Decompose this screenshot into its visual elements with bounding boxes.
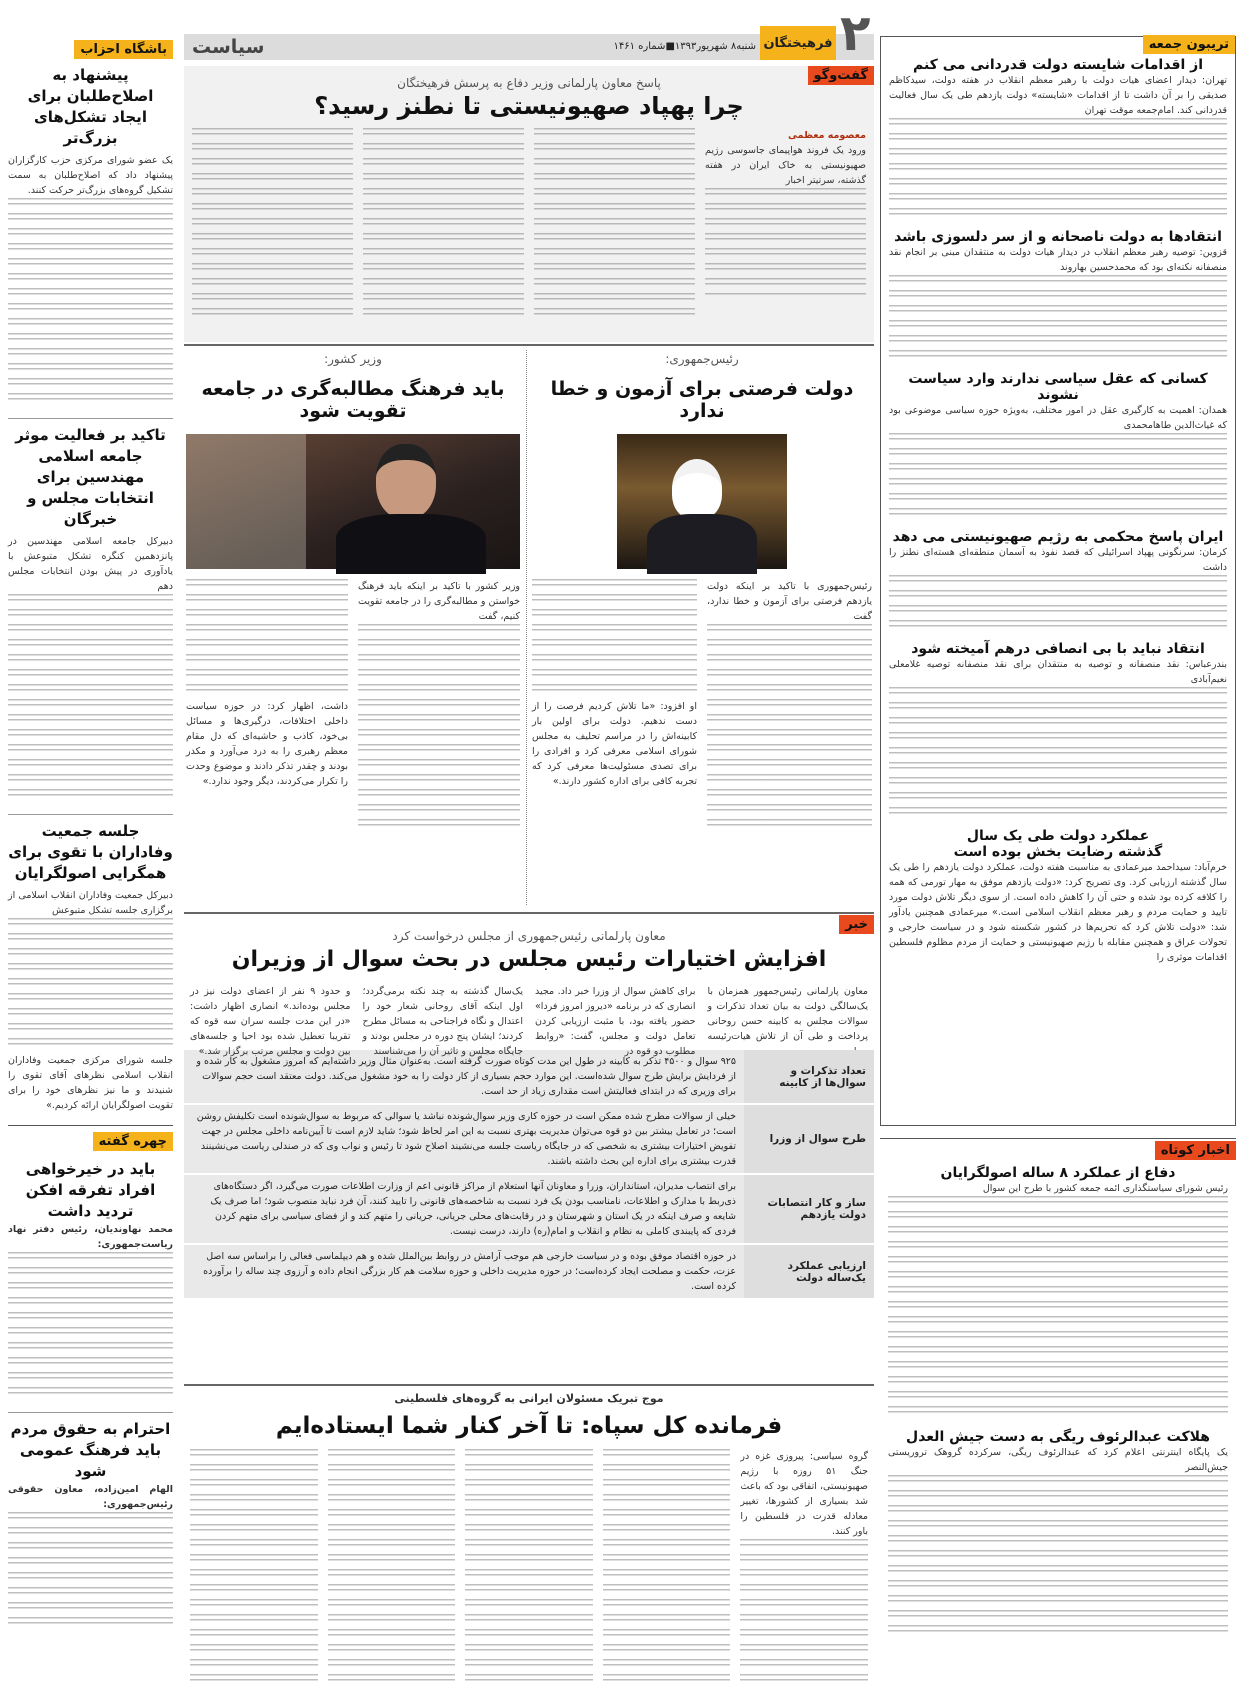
headline: از اقدامات شایسته دولت قدردانی می کنم	[912, 57, 1204, 73]
article-text: یک پایگاه اینترنتی اعلام کرد که عبدالرئوف ریگی، سرکرده گروهک تروریستی جیش‌النصر	[888, 1447, 1228, 1473]
kicker: موج تبریک مسئولان ایرانی به گروه‌های فلسطینی	[394, 1392, 664, 1405]
row-text: برای انتصاب مدیران، استانداران، وزرا و معاونان آنها استعلام از مراکز قانونی اعم از وزارت اطلاعات صورت می‌گیرد، اگر دستگاه‌های ذی‌ربط با مدارک و اطلاعات، نامناسب بودن یک فرد نسبت به شاخصه‌های قانونی را تایید کنند، آن فرد نباید منصوب شود؛ اما صرف یک شایعه و صرف اینکه در یک استان و شهرستان و در رقابت‌های محلی جریانی، جریانی را متهم کند و از فضای سیاسی برای متهم کردن فردی که پایبندی کاملی به نظام و انقلاب و امام(ره) دارند، درست نیست.	[210, 1181, 736, 1237]
divider	[184, 344, 874, 346]
text-block	[889, 433, 1227, 523]
article-irgc	[184, 1388, 874, 1698]
text-block	[8, 918, 173, 1053]
article-text: همدان: اهمیت به کارگیری عقل در امور مختلف، به‌ویژه حوزه سیاسی موضوعی بود که غیاث‌الدین طاهامحمدی	[889, 405, 1227, 431]
text-block	[186, 579, 348, 699]
text-block	[465, 1449, 593, 1689]
row-label: ارزیابی عملکرد یک‌ساله دولت	[744, 1245, 874, 1298]
article-interior-minister	[186, 352, 520, 907]
kicker: معاون پارلمانی رئیس‌جمهوری از مجلس درخواست کرد	[392, 929, 666, 943]
article-president	[532, 352, 872, 907]
text-block	[707, 624, 872, 834]
president-photo	[617, 434, 787, 569]
newspaper-logo: فرهیختگان	[760, 26, 836, 60]
short-news	[880, 1138, 1236, 1693]
kicker: وزیر کشور:	[324, 352, 382, 366]
summary-table	[184, 1050, 874, 1300]
section-tag-news: خبر	[839, 915, 874, 934]
headline: هلاکت عبدالرئوف ریگی به دست جیش العدل	[906, 1429, 1210, 1445]
text-block	[603, 1449, 731, 1689]
speaker: محمد نهاوندیان، رئیس دفتر نهاد ریاست‌جمهوری:	[8, 1224, 173, 1250]
left-column	[8, 38, 173, 1688]
text-block	[192, 128, 353, 320]
article-text: یک‌سال گذشته به چند نکته برمی‌گردد؛ اول اینکه آقای روحانی شعار خود را اعتدال و نگاه فراجناحی به مسائل مطرح کردند؛ ایشان پنج دوره در مجلس بودند و جایگاه مجلس و تاثیر آن را می‌شناسند	[362, 986, 523, 1057]
text-block	[363, 128, 524, 320]
section-tag-parties: باشگاه احزاب	[74, 40, 173, 59]
article-text: دبیرکل جامعه اسلامی مهندسین در پانزدهمین کنگره تشکل متبوعش با یادآوری در پیش بودن انتخابات مجلس دهم	[8, 536, 173, 592]
headline: دولت فرصتی برای آزمون و خطا ندارد	[550, 378, 854, 422]
table-row	[184, 1050, 874, 1105]
author: معصومه معظمی	[788, 130, 866, 141]
section-tag-quotes: چهره گفته	[93, 1132, 173, 1151]
headline: پیشنهاد به اصلاح‌طلبان برای ایجاد تشکل‌های بزرگ‌تر	[27, 66, 154, 147]
headline: انتقاد نباید با بی انصافی درهم آمیخته شود	[911, 641, 1205, 657]
headline: باید فرهنگ مطالبه‌گری در جامعه تقویت شود	[201, 378, 505, 422]
text-block	[190, 1449, 318, 1689]
text-block	[889, 687, 1227, 822]
text-block	[888, 1196, 1228, 1421]
issue-date: شنبه۸ شهریور۱۳۹۳■شماره ۱۴۶۱	[613, 41, 756, 52]
headline: عملکرد دولت طی یک سال گذشته رضایت بخش بوده است	[953, 828, 1163, 860]
row-label: تعداد تذکرات و سوال‌ها از کابینه	[744, 1050, 874, 1103]
article-text: معاون پارلمانی رئیس‌جمهور همزمان با یک‌سالگی دولت به بیان تعداد تذکرات و سوالات مجلس به کابینه حسن روحانی پرداخت و طی آن از تلاش هیات‌رئیسه	[707, 986, 868, 1042]
text-block	[8, 594, 173, 804]
section-name: سیاست	[192, 36, 265, 58]
row-label: ساز و کار انتصابات دولت یازدهم	[744, 1175, 874, 1243]
article-text: داشت، اظهار کرد: در حوزه سیاست داخلی اختلافات، درگیری‌ها و مسائل بی‌خود، کاذب و حاشیه‌ای که دل مقام معظم رهبری را به درد می‌آورد و مکدر بودند و چقدر تذکر دادند و موضوع وحدت را تکرار می‌کردند، دیگر وجود ندارد.»	[186, 701, 348, 787]
speaker: الهام امین‌زاده، معاون حقوقی رئیس‌جمهوری:	[8, 1484, 173, 1510]
article-text: برای کاهش سوال از وزرا خبر داد. مجید انصاری که در برنامه «دیروز امروز فردا» حضور یافته بود، با مثبت ارزیابی کردن تعامل دولت و مجلس، گفت: «روابط مطلوب دو قوه در	[535, 986, 696, 1057]
minister-photo	[186, 434, 520, 569]
headline: فرمانده کل سپاه: تا آخر کنار شما ایستاده‌ایم	[275, 1413, 783, 1439]
headline: احترام به حقوق مردم باید فرهنگ عمومی شود	[8, 1412, 173, 1482]
text-block	[358, 624, 520, 834]
headline: چرا پهپاد صهیونیستی تا نطنز رسید؟	[314, 92, 744, 120]
section-tag-short-news: اخبار کوتاه	[1155, 1141, 1236, 1160]
news-section	[184, 915, 874, 1300]
table-row	[184, 1175, 874, 1245]
text-block	[8, 1512, 173, 1632]
article-text: خرم‌آباد: سیداحمد میرعمادی به مناسبت هفته دولت، عملکرد دولت یازدهم را طی یک سال گذشته ارزیابی کرد. وی تصریح کرد: «دولت یازدهم موفق به مهار تورمی که همه را کلافه کرده بود شده و حتی آن را کاهش داده است. از سوی دیگر تلاش دولت مورد تایید و حمایت مردم و رهبر معظم انقلاب اسلامی است.» میرعمادی همچنین یادآور شد: «دولت تلاش کرد که تحریم‌ها در کشور شکسته شود و در سیاست خارجی و تحولات عراق و همچنین مقابله با رژیم صهیونیستی و حمایت از مردم مظلوم فلسطین اقدامات موثری را	[889, 862, 1227, 963]
headline: افزایش اختیارات رئیس مجلس در بحث سوال از وزیران	[231, 947, 827, 972]
page-number: ۲	[840, 4, 871, 62]
section-tag-interview: گفت‌وگو	[808, 66, 874, 85]
article-text: و حدود ۹ نفر از اعضای دولت نیز در مجلس بوده‌اند.» انصاری اظهار داشت: «در این مدت جلسه سران سه قوه که تقریبا تعطیل شده بود احیا و جلسه‌های بین دولت و مجلس مرتب برگزار شد.»	[190, 986, 351, 1057]
divider	[184, 912, 874, 914]
text-block	[8, 1252, 173, 1402]
divider	[184, 1384, 874, 1386]
headline: باید در خیرخواهی افراد تفرقه افکن تردید داشت	[25, 1160, 156, 1220]
headline: کسانی که عقل سیاسی ندارند وارد سیاست نشوند	[908, 371, 1208, 403]
headline: جلسه جمعیت وفاداران با تقوی برای همگرایی اصولگرایان	[8, 814, 173, 884]
text-block	[888, 1475, 1228, 1640]
kicker: رئیس‌جمهوری:	[665, 352, 739, 366]
article-text: بندرعباس: نقد منصفانه و توصیه به منتقدان برای نقد منصفانه توصیه غلامعلی نعیم‌آبادی	[889, 659, 1227, 685]
headline: انتقادها به دولت ناصحانه و از سر دلسوزی باشد	[894, 229, 1222, 245]
text-block	[705, 188, 866, 298]
text-block	[740, 1539, 868, 1689]
article-text: کرمان: سرنگونی پهپاد اسرائیلی که قصد نفوذ به آسمان منطقه‌ای هسته‌ای نطنز را داشت	[889, 547, 1227, 573]
divider	[526, 350, 527, 905]
row-text: در حوزه اقتصاد موفق بوده و در سیاست خارجی هم موجب آرامش در روابط بین‌الملل شده و هم دیپلماسی فعالی را براساس سه اصل عزت، حکمت و مصلحت ایجاد کرده‌است؛ در حوزه مدیریت داخلی و حوزه سلامت هم کار بزرگی انجام داده و آرزوی چند ساله را برآورده کرده است.	[203, 1251, 736, 1292]
table-row	[184, 1245, 874, 1300]
article-text: دبیرکل جمعیت وفاداران انقلاب اسلامی از برگزاری جلسه تشکل متبوعش	[8, 890, 173, 916]
article-text: جلسه شورای مرکزی جمعیت وفاداران انقلاب اسلامی نظرهای آقای تقوی را شنیدند و ما نیز نظرهای خود را برای تقویت اصولگرایان ارائه کردیم.»	[8, 1055, 173, 1111]
table-row	[184, 1105, 874, 1175]
text-block	[328, 1449, 456, 1689]
section-tag-tribune: تریبون جمعه	[1143, 35, 1235, 54]
article-text: تهران: دیدار اعضای هیات دولت با رهبر معظم انقلاب در هفته دولت، سیدکاظم صدیقی را بر آن داشت تا از اقدامات «شایسته» دولت یازدهم طی یک سال فعالیت قدردانی کند. امام‌جمعه موقت تهران	[889, 75, 1227, 116]
row-text: ۹۲۵ سوال و ۴۵۰۰ تذکر به کابینه در طول این مدت کوتاه صورت گرفته است. به‌عنوان مثال وزیر داشته‌ایم که امروز مشغول به کار شده و از فردایش برایش طرح سوال شده‌است. این موارد حجم بسیاری از کار دولت را به خود مشغول می‌کند. دولت معتقد است حجم سوالات برای وزیری که در ابتدای فعالیتش است مقداری زیاد از حد است.	[196, 1056, 736, 1097]
kicker: پاسخ معاون پارلمانی وزیر دفاع به پرسش فرهیختگان	[397, 76, 661, 90]
headline: ایران پاسخ محکمی به رژیم صهیونیستی می دهد	[892, 529, 1224, 545]
text-block	[889, 275, 1227, 365]
article-text: وزیر کشور با تاکید بر اینکه باید فرهنگ خواستن و مطالبه‌گری را در جامعه تقویت کنیم، گفت	[358, 581, 520, 622]
article-text: رئیس‌جمهوری با تاکید بر اینکه دولت یازدهم فرصتی برای آزمون و خطا ندارد، گفت	[707, 581, 872, 622]
article-text: رئیس شورای سیاستگذاری ائمه جمعه کشور با طرح این سوال	[982, 1183, 1228, 1194]
article-text: یک عضو شورای مرکزی حزب کارگزاران پیشنهاد داد که اصلاح‌طلبان به سمت تشکیل گروه‌های بزرگ‌تر حرکت کنند.	[8, 155, 173, 196]
headline: تاکید بر فعالیت موثر جامعه اسلامی مهندسین برای انتخابات مجلس و خبرگان	[8, 418, 173, 530]
text-block	[889, 575, 1227, 635]
interview-section	[184, 66, 874, 342]
article-text: گروه سیاسی: پیروزی غزه در جنگ ۵۱ روزه با رژیم صهیونیستی، اتفاقی بود که باعث شد بسیاری از کشورها، تغییر معادله قدرت در فلسطین را باور کنند.	[740, 1451, 868, 1537]
row-text: خیلی از سوالات مطرح شده ممکن است در حوزه کاری وزیر سوال‌شونده نباشد یا سوالی که مربوط به سوال‌شونده است تکلیفش روشن است؛ در تعامل بیشتر بین دو قوه می‌توان مدیریت بهتری نسبت به این امر لحاظ شود؛ شاید لازم است تا آیین‌نامه داخلی مجلس در جهت تفویض اختیارات بیشتری به شخصی که در جایگاه ریاست جلسه می‌نشیند اصلاح شود تا رئیس و نواب وی که در صندلی ریاست می‌نشینند قدرت بیشتری برای اداره این بحث داشته باشند.	[196, 1111, 736, 1167]
text-block	[532, 579, 697, 699]
headline: دفاع از عملکرد ۸ ساله اصولگرایان	[940, 1165, 1176, 1181]
article-text: قزوین: توصیه رهبر معظم انقلاب در دیدار هیات دولت به منتقدان مبنی بر انجام نقد منصفانه نکته‌ای بود که محمدحسین بهاروند	[889, 247, 1227, 273]
row-label: طرح سوال از وزرا	[744, 1105, 874, 1173]
friday-tribune	[880, 36, 1236, 1126]
article-text: ورود یک فروند هواپیمای جاسوسی رژیم صهیونیستی به خاک ایران در هفته گذشته، سرتیتر اخبار	[705, 145, 866, 186]
article-text: او افزود: «ما تلاش کردیم فرصت را از دست ندهیم. دولت برای اولین بار کابینه‌اش را در مراسم تحلیف به مجلس شورای اسلامی معرفی کرد و افرادی را برای تصدی مسئولیت‌ها معرفی کرد که تجربه کافی برای اداره کشور دارند.»	[532, 701, 697, 787]
text-block	[8, 198, 173, 408]
text-block	[889, 118, 1227, 223]
text-block	[534, 128, 695, 320]
